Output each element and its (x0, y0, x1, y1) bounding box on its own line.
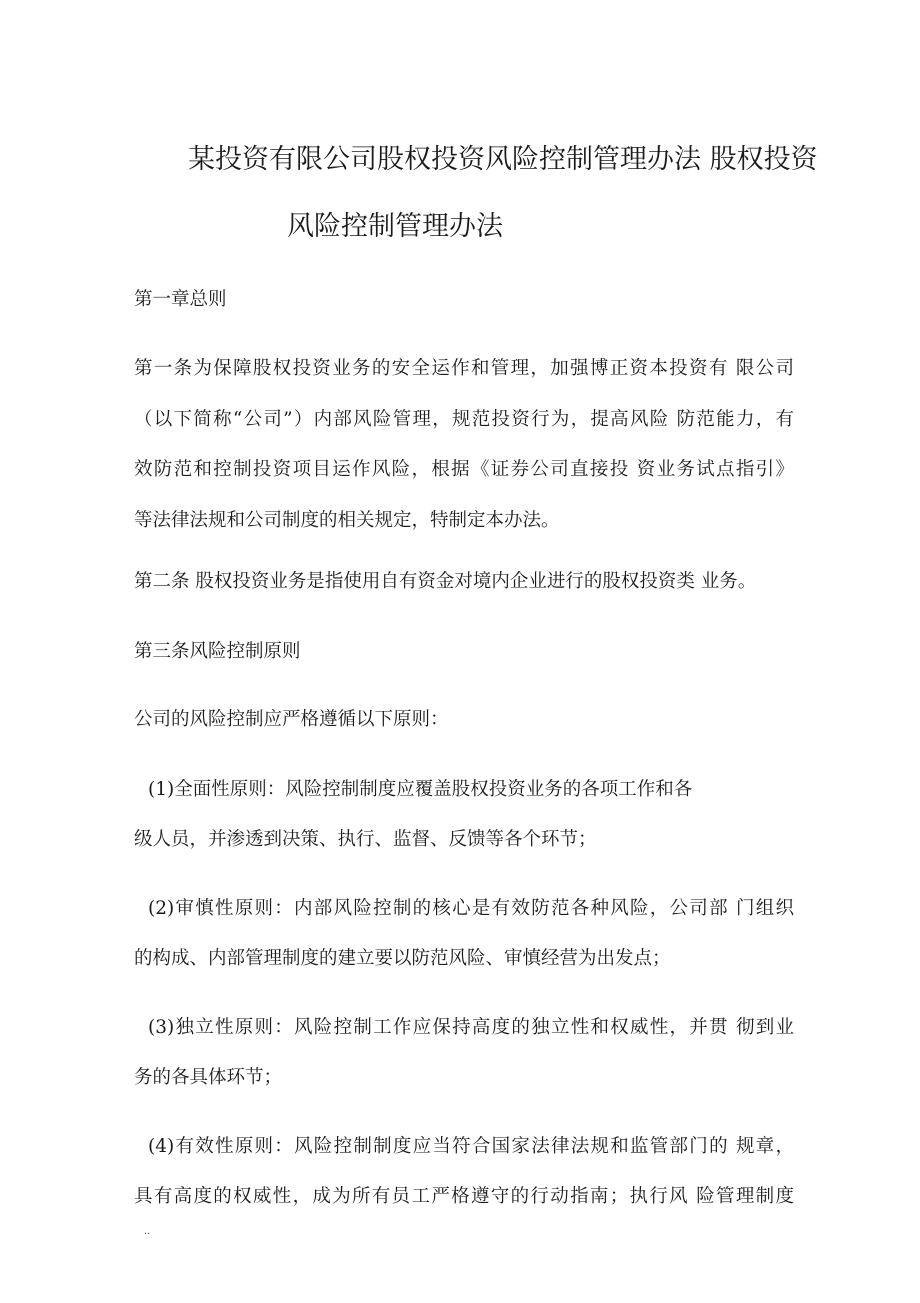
footer-mark: .. (144, 1226, 151, 1237)
principle-3-line-2: 务的各具体环节； (134, 1067, 283, 1088)
principle-2-line-2: 的构成、内部管理制度的建立要以防范风险、审慎经营为出发点； (134, 948, 671, 969)
article-1-line-4: 等法律法规和公司制度的相关规定，特制定本办法。 (134, 510, 560, 531)
principle-2-line-1: (2)审慎性原则：内部风险控制的核心是有效防范各种风险，公司部 门组织 (148, 898, 794, 919)
principle-4-line-2: 具有高度的权威性，成为所有员工严格遵守的行动指南；执行风 险管理制度 (134, 1186, 794, 1207)
principle-1-line-2: 级人员，并渗透到决策、执行、监督、反馈等各个环节； (134, 829, 597, 850)
article-1-line-2: （以下简称“公司”）内部风险管理，规范投资行为，提高风险 防范能力，有 (134, 409, 794, 430)
document-title-line-1: 某投资有限公司股权投资风险控制管理办法 股权投资 (188, 144, 818, 175)
principle-3-line-1: (3)独立性原则：风险控制工作应保持高度的独立性和权威性，并贯 彻到业 (148, 1017, 794, 1038)
principle-1-line-1: (1)全面性原则：风险控制制度应覆盖股权投资业务的各项工作和各 (148, 779, 693, 800)
article-3-heading: 第三条风险控制原则 (134, 641, 301, 662)
chapter-heading: 第一章总则 (134, 289, 227, 310)
document-title-line-2: 风险控制管理办法 (287, 211, 503, 242)
article-1-line-3: 效防范和控制投资项目运作风险，根据《证券公司直接投 资业务试点指引》 (134, 459, 794, 480)
principles-intro: 公司的风险控制应严格遵循以下原则： (134, 709, 449, 730)
principle-4-line-1: (4)有效性原则：风险控制制度应当符合国家法律法规和监管部门的 规章， (148, 1136, 794, 1157)
article-1-line-1: 第一条为保障股权投资业务的安全运作和管理，加强博正资本投资有 限公司 (134, 358, 794, 379)
article-2: 第二条 股权投资业务是指使用自有资金对境内企业进行的股权投资类 业务。 (134, 571, 757, 592)
